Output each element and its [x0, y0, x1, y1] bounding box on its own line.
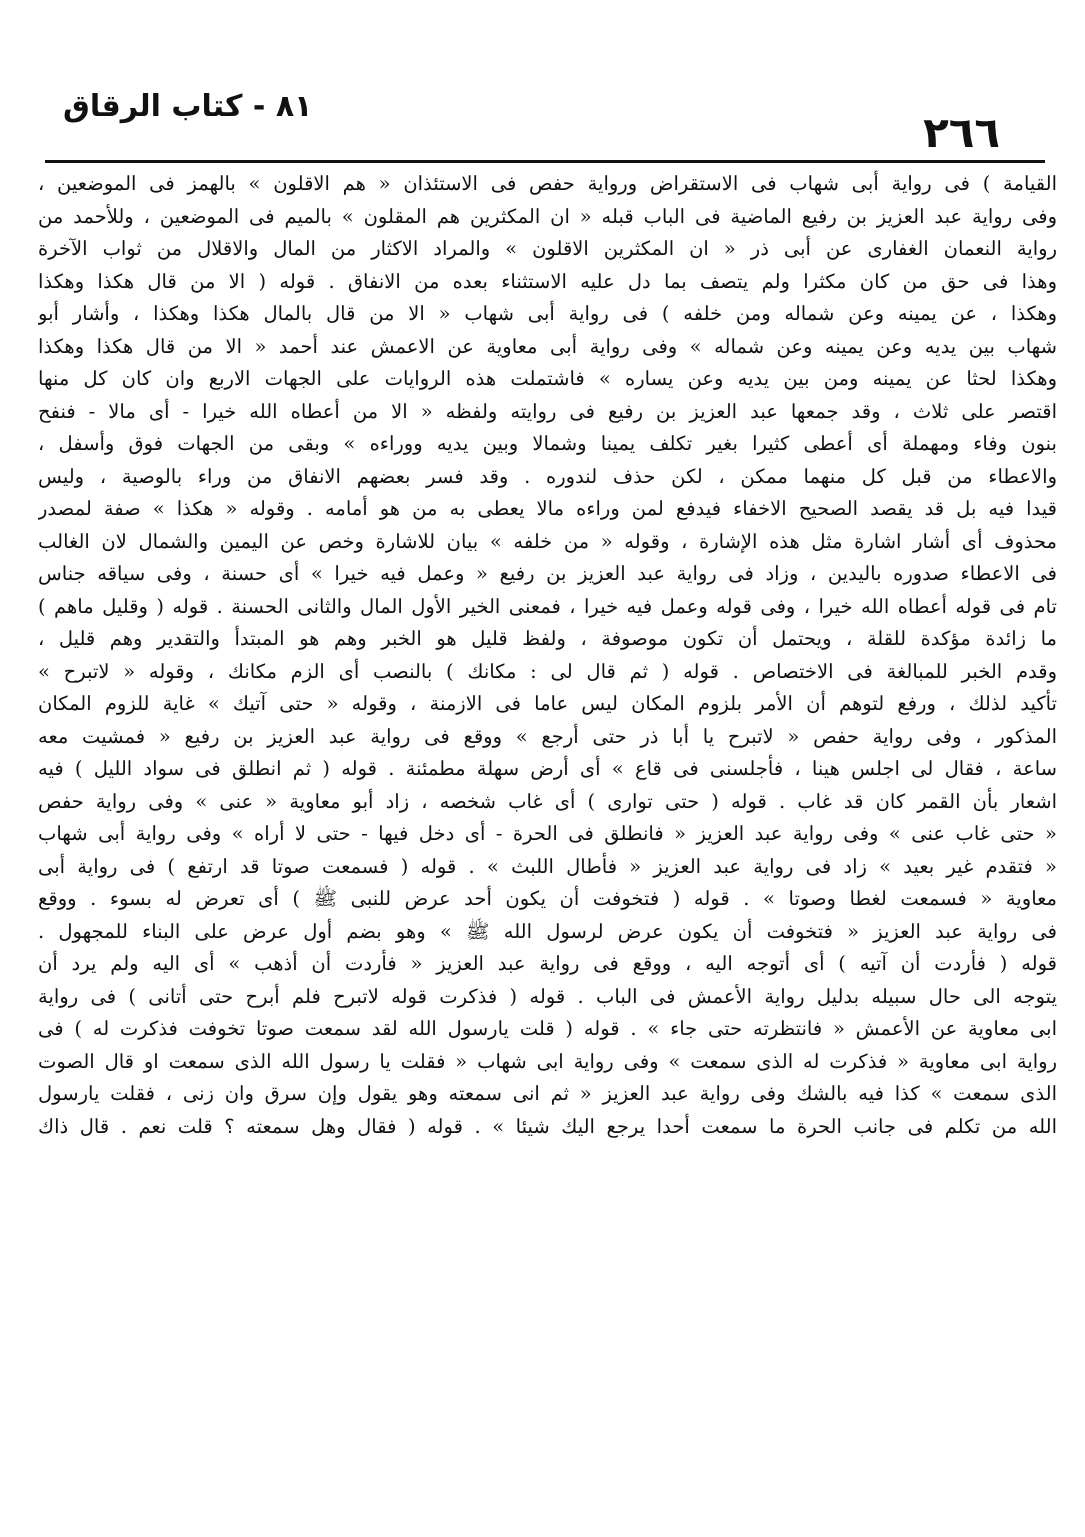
- text-line: الذى سمعت » كذا فيه بالشك وفى رواية عبد العزيز « ثم انى سمعته وهو يقول وإن سرق وان زنى ، فقلت يارسول: [38, 1082, 1057, 1105]
- text-line: والاعطاء من قبل كل منهما ممكن ، لكن حذف لندوره . وقد فسر بعضهم الانفاق من وراء بالوصية ، وليس: [38, 464, 1057, 488]
- text-line: تأكيد لذلك ، ورفع لتوهم أن الأمر بلزوم المكان ليس عاما فى الازمنة ، وقوله « حتى آتيك » غاية للزوم المكان: [38, 692, 1057, 715]
- text-line: شهاب بين يديه وعن يمينه وعن شماله » وفى رواية أبى معاوية عن الاعمش عند أحمد « الا من قال هكذا وهكذا: [38, 334, 1057, 358]
- text-line: فى الاعطاء صدوره باليدين ، وزاد فى رواية عبد العزيز بن رفيع « وعمل فيه خيرا » أى حسنة ، وفى سياقه جناس: [38, 562, 1057, 585]
- text-line: وقدم الخبر للمبالغة فى الاختصاص . قوله ( ثم قال لى : مكانك ) بالنصب أى الزم مكانك ، وقوله « لاتبرح »: [38, 659, 1057, 683]
- body-text: [38, 168, 1057, 1143]
- text-line: « فتقدم غير بعيد » زاد فى رواية عبد العزيز « فأطال اللبث » . قوله ( فسمعت صوتا قد ارتفع ) فى رواية أبى: [38, 854, 1057, 878]
- text-line: « حتى غاب عنى » وفى رواية عبد العزيز « فانطلق فى الحرة - أى دخل فيها - حتى لا أراه » وفى رواية أبى شهاب: [38, 822, 1057, 845]
- text-line: رواية ابى معاوية « فذكرت له الذى سمعت » وفى رواية ابى شهاب « فقلت يا رسول الله الذى سمعت او قال الصوت: [38, 1049, 1057, 1073]
- text-line: قيدا فيه بل قد يقصد الصحيح الاخفاء فيدفع لمن وراءه مالا يعطى به من هو أمامه . وقوله « هكذا » صفة لمصدر: [38, 497, 1057, 520]
- text-line: محذوف أى أشار اشارة مثل هذه الإشارة ، وقوله « من خلفه » بيان للاشارة وخص عن اليمين والشمال لان الغالب: [38, 529, 1057, 553]
- text-line: قوله ( فأردت أن آتيه ) أى أتوجه اليه ، ووقع فى رواية عبد العزيز « فأردت أن أذهب » أى اليه ولم يرد أن: [38, 952, 1057, 975]
- text-line: الله من تكلم فى جانب الحرة ما سمعت أحدا يرجع اليك شيئا » . قوله ( فقال وهل سمعته ؟ قلت نعم . قال ذاك: [38, 1114, 1057, 1138]
- text-line: وهكذا لحثا عن يمينه ومن بين يديه وعن يساره » فاشتملت هذه الروايات على الجهات الاربع وان كان كل منها: [38, 367, 1057, 390]
- text-line: ساعة ، فقال لى اجلس هينا ، فأجلسنى فى قاع » أى أرض سهلة مطمئنة . قوله ( ثم انطلق فى سواد الليل ) فيه: [38, 757, 1057, 780]
- header-rule: [45, 160, 1045, 163]
- text-line: المذكور ، وفى رواية حفص « لاتبرح يا أبا ذر حتى أرجع » ووقع فى رواية عبد العزيز بن رفيع « فمشيت معه: [38, 724, 1057, 748]
- page-header: [45, 89, 1045, 162]
- text-line: رواية النعمان الغفارى عن أبى ذر « ان المكثرين الاقلون » والمراد الاكثار من المال والاقلال من ثواب الآخرة: [38, 237, 1057, 260]
- text-line: بنون وفاء ومهملة أى أعطى كثيرا بغير تكلف يمينا وشمالا وبين يديه ووراءه » وبقى من الجهات فوق وأسفل ،: [38, 432, 1057, 455]
- text-line: وهذا فى حق من كان مكثرا ولم يتصف بما دل عليه الاستثناء بعده من الانفاق . قوله ( الا من قال هكذا وهكذا: [38, 269, 1057, 293]
- text-line: ما زائدة مؤكدة للقلة ، ويحتمل أن تكون موصوفة ، ولفظ قليل هو الخبر وهم هو المبتدأ والتقدير وهم قليل ،: [38, 627, 1057, 650]
- text-line: تام فى قوله أعطاه الله خيرا ، وفى قوله وعمل فيه خيرا ، فمعنى الخير الأول المال والثانى الحسنة . قوله ( وقليل ماهم ): [38, 594, 1057, 618]
- text-line: اشعار بأن القمر كان قد غاب . قوله ( حتى توارى ) أى غاب شخصه ، زاد أبو معاوية « عنى » وفى رواية حفص: [38, 789, 1057, 813]
- text-line: يتوجه الى حال سبيله بدليل رواية الأعمش فى الباب . قوله ( فذكرت قوله لاتبرح فلم أبرح حتى أتانى ) فى رواية: [38, 984, 1057, 1008]
- text-line: اقتصر على ثلاث ، وقد جمعها عبد العزيز بن رفيع فى روايته ولفظه « الا من أعطاه الله خيرا - أى مالا - فنفح: [38, 399, 1057, 423]
- text-line: وفى رواية عبد العزيز بن رفيع الماضية فى الباب قبله « ان المكثرين هم المقلون » بالميم فى الموضعين ، وللأحمد من: [38, 204, 1057, 228]
- page-number: ٢٦٦: [923, 108, 1000, 157]
- text-line: ابى معاوية عن الأعمش « فانتظرته حتى جاء » . قوله ( قلت يارسول الله لقد سمعت صوتا تخوفت فذكرت له ) فى: [38, 1017, 1057, 1040]
- text-line: فى رواية عبد العزيز « فتخوفت أن يكون عرض لرسول الله ﷺ » وهو بضم أول عرض على البناء للمجهول .: [38, 919, 1057, 943]
- text-line: وهكذا ، عن يمينه وعن شماله ومن خلفه ) فى رواية أبى شهاب « الا من قال بالمال هكذا وهكذا ، وأشار أبو: [38, 302, 1057, 325]
- running-title: ٨١ - كتاب الرقاق: [63, 89, 313, 124]
- text-line: القيامة ) فى رواية أبى شهاب فى الاستقراض ورواية حفص فى الاستئذان « هم الاقلون » بالهمز فى الموضعين ،: [38, 172, 1057, 195]
- text-line: معاوية « فسمعت لغطا وصوتا » . قوله ( فتخوفت أن يكون أحد عرض للنبى ﷺ ) أى تعرض له بسوء . ووقع: [38, 887, 1057, 910]
